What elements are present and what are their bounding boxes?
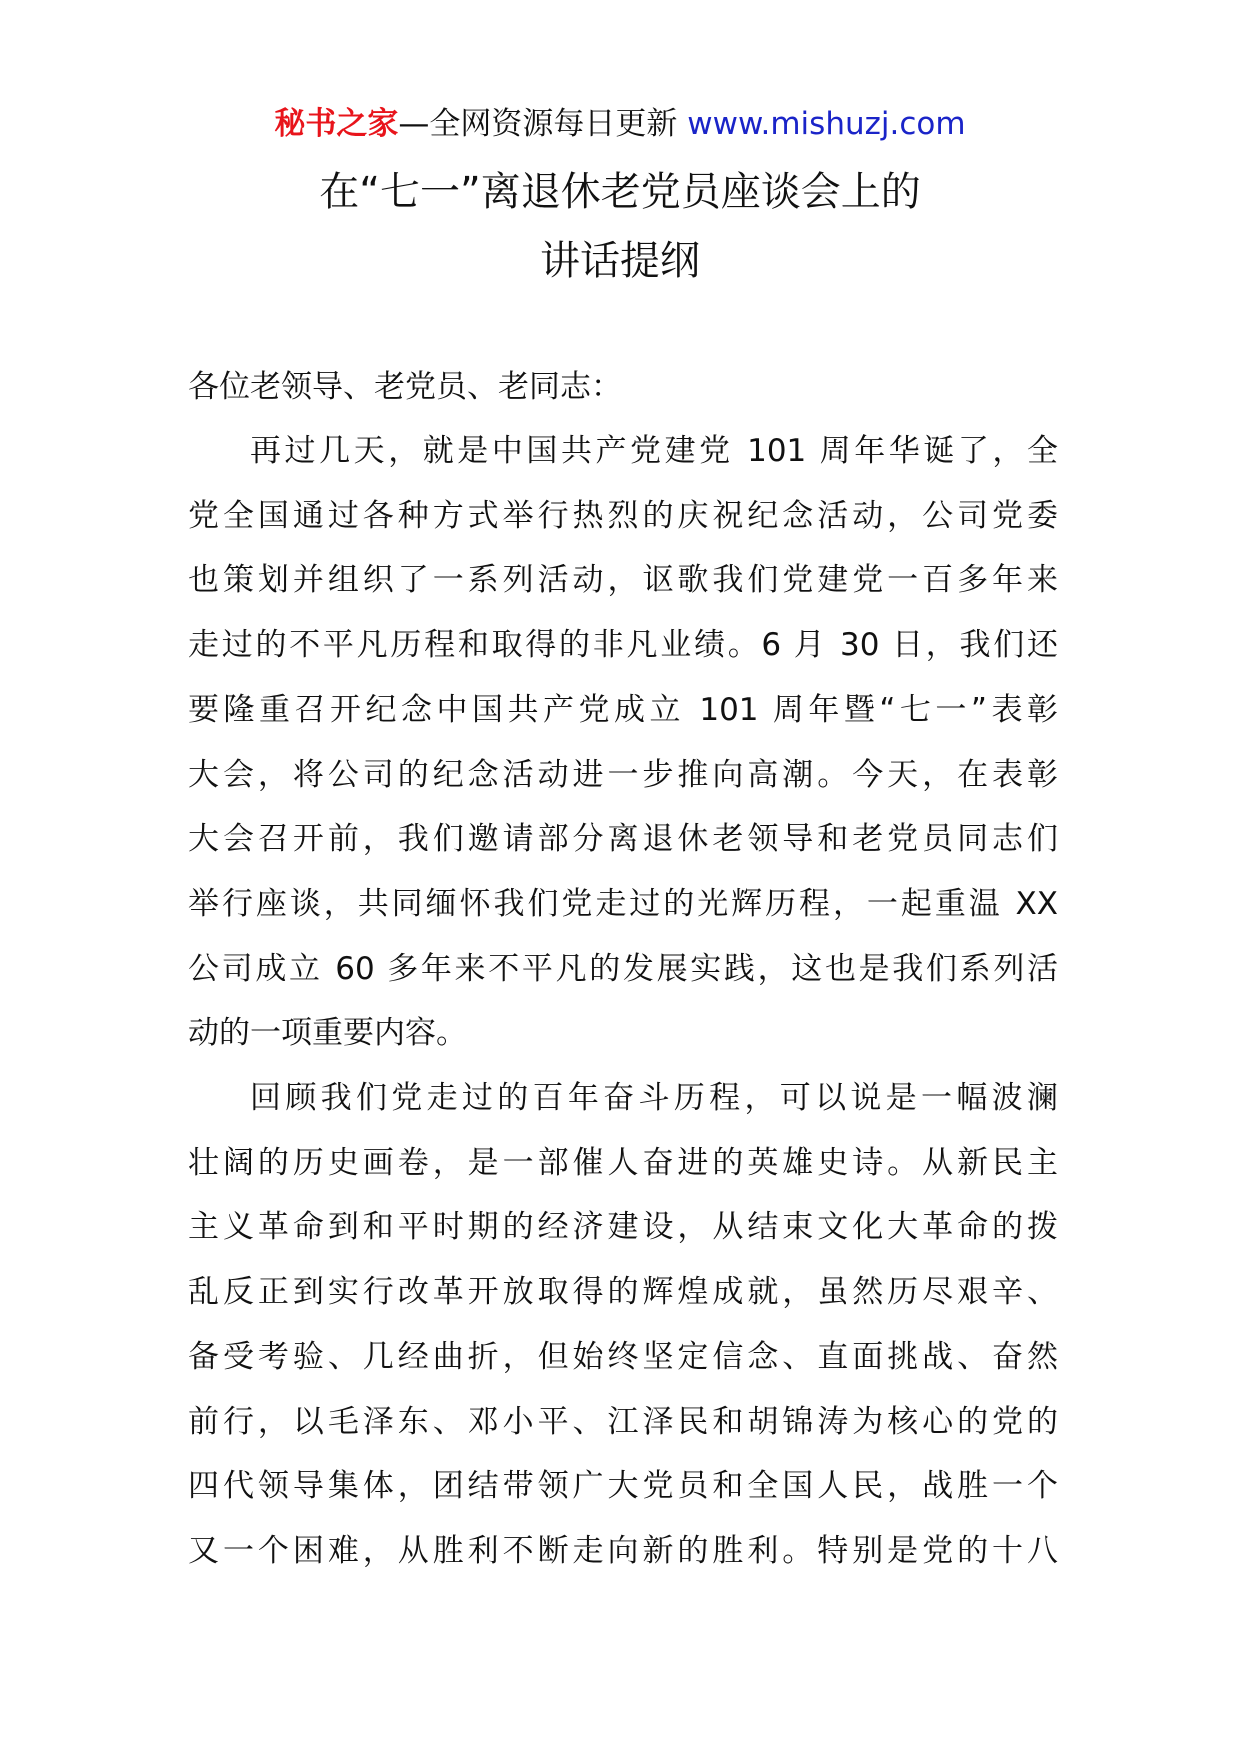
paragraph-line: 壮阔的历史画卷，是一部催人奋进的英雄史诗。从新民主 [188,1144,1058,1181]
paragraph-line: 公司成立 60 多年来不平凡的发展实践，这也是我们系列活 [188,950,1058,987]
paragraph-line: 乱反正到实行改革开放取得的辉煌成就，虽然历尽艰辛、 [188,1274,1058,1311]
paragraph-line: 四代领导集体，团结带领广大党员和全国人民，战胜一个 [188,1468,1058,1505]
paragraph-line: 也策划并组织了一系列活动，讴歌我们党建党一百多年来 [188,562,1058,599]
document-title-line-1: 在“七一”离退休老党员座谈会上的 [319,169,921,215]
site-url-link[interactable]: www.mishuzj.com [687,106,966,142]
paragraph-2 [188,1066,1058,1584]
paragraph-line: 主义革命到和平时期的经济建设，从结束文化大革命的拨 [188,1209,1058,1246]
paragraph-line: 举行座谈，共同缅怀我们党走过的光辉历程，一起重温 XX [188,885,1058,922]
body-paragraphs [188,419,1058,1584]
paragraph-line: 动的一项重要内容。 [188,1015,467,1052]
paragraph-1 [188,419,1058,1066]
paragraph-line: 要隆重召开纪念中国共产党成立 101 周年暨“七一”表彰 [188,691,1058,728]
paragraph-line: 又一个困难，从胜利不断走向新的胜利。特别是党的十八 [188,1532,1058,1569]
site-tagline: —全网资源每日更新 [398,106,678,142]
document-title-line-2: 讲话提纲 [540,238,700,284]
paragraph-line: 大会召开前，我们邀请部分离退休老领导和老党员同志们 [188,821,1058,858]
paragraph-line: 再过几天，就是中国共产党建党 101 周年华诞了，全 [250,433,1058,469]
paragraph-line: 走过的不平凡历程和取得的非凡业绩。6 月 30 日，我们还 [188,627,1058,664]
paragraph-line: 备受考验、几经曲折，但始终坚定信念、直面挑战、奋然 [188,1338,1058,1375]
paragraph-line: 回顾我们党走过的百年奋斗历程，可以说是一幅波澜 [250,1080,1058,1117]
paragraph-line: 大会，将公司的纪念活动进一步推向高潮。今天，在表彰 [188,756,1058,793]
site-header [0,102,1240,146]
paragraph-line: 前行，以毛泽东、邓小平、江泽民和胡锦涛为核心的党的 [188,1403,1058,1440]
salutation: 各位老领导、老党员、老同志： [188,369,622,405]
paragraph-line: 党全国通过各种方式举行热烈的庆祝纪念活动，公司党委 [188,497,1058,534]
site-brand: 秘书之家 [274,106,399,142]
